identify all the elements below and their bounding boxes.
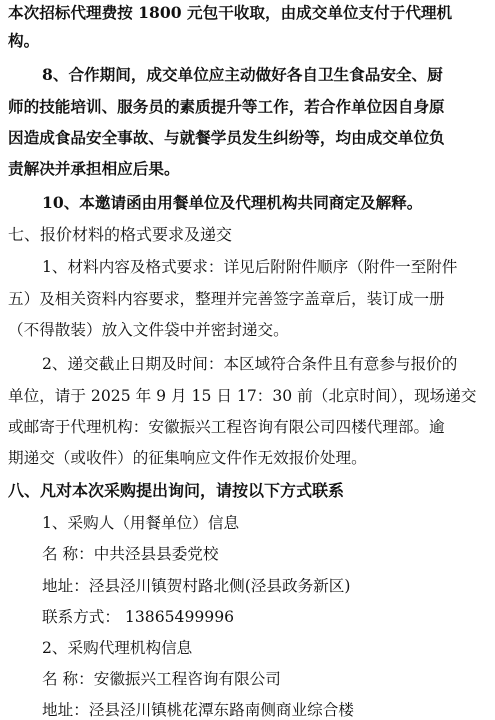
contact-line: 地址：泾县泾川镇贺村路北侧(泾县政务新区) [42,577,351,595]
paragraph-line: （不得散装）放入文件袋中并密封递交。 [8,321,289,339]
paragraph-line: 构。 [8,31,40,50]
paragraph-line: 单位，请于 2025 年 9 月 15 日 17：30 前（北京时间），现场递交 [8,387,477,405]
contact-line: 名 称：中共泾县县委党校 [42,545,219,563]
contact-line: 地址：泾县泾川镇桃花潭东路南侧商业综合楼 [42,701,354,719]
contact-line: 2、采购代理机构信息 [42,639,193,657]
section-heading: 八、凡对本次采购提出询问，请按以下方式联系 [8,481,345,500]
paragraph-line: 因造成食品安全事故、与就餐学员发生纠纷等，均由成交单位负 [8,128,445,147]
paragraph-line: 8、合作期间，成交单位应主动做好各自卫生食品安全、厨 [42,65,443,84]
paragraph-line: 五）及相关资料内容要求，整理并完善签字盖章后，装订成一册 [8,290,445,308]
paragraph-line: 本次招标代理费按 1800 元包干收取，由成交单位支付于代理机 [8,3,453,22]
section-heading: 七、报价材料的格式要求及递交 [8,225,233,244]
contact-line: 联系方式： 13865499996 [42,608,235,626]
contact-line: 1、采购人（用餐单位）信息 [42,514,240,532]
paragraph-line: 2、递交截止日期及时间：本区域符合条件且有意参与报价的 [42,355,458,373]
paragraph-line: 1、材料内容及格式要求：详见后附附件顺序（附件一至附件 [42,258,458,276]
paragraph-line: 10、本邀请函由用餐单位及代理机构共同商定及解释。 [42,193,423,212]
paragraph-line: 师的技能培训、服务员的素质提升等工作，若合作单位因自身原 [8,97,445,116]
paragraph-line: 期递交（或收件）的征集响应文件作无效报价处理。 [8,449,367,467]
paragraph-line: 或邮寄于代理机构：安徽振兴工程咨询有限公司四楼代理部。逾 [8,418,445,436]
contact-line: 名 称：安徽振兴工程咨询有限公司 [42,670,281,688]
paragraph-line: 责解决并承担相应后果。 [8,159,180,178]
